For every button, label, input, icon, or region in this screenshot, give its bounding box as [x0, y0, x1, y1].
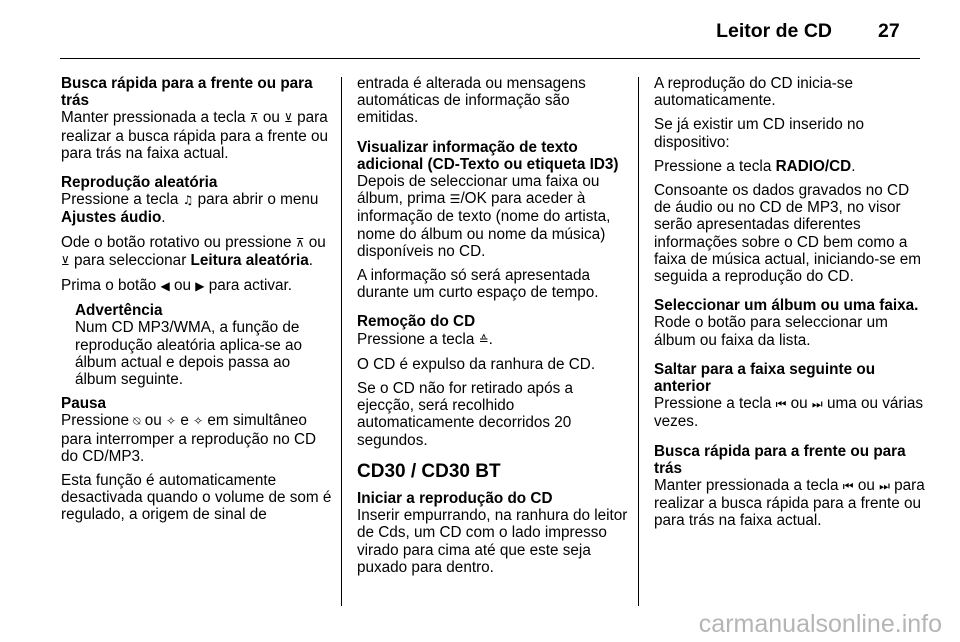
column-3	[654, 75, 926, 537]
shuffle-step-3: Prima o botão ◀ ou ▶ para activar.	[61, 277, 293, 295]
text-info-1: Depois de seleccionar uma faixa ou álbum, prima ☰/OK para aceder à informação de texto (nome do artista, nome do álbum ou nome da música) disponíveis no CD.	[357, 173, 611, 260]
pause-text: Pressione ⍉ ou ✧ e ✧ em simultâneo para interromper a reprodução no CD do CD/MP3.	[61, 412, 317, 465]
radio-cd-text: Pressione a tecla RADIO/CD.	[654, 157, 856, 175]
shuffle-step-1: Pressione a tecla ♫ para abrir o menu Ajustes áudio.	[61, 191, 319, 227]
header-divider	[60, 58, 920, 59]
skip-track-text: Pressione a tecla ⏮ ou ⏭ uma ou várias vezes.	[654, 395, 924, 431]
heading-fast-search-2: Busca rápida para a frente ou para trás	[654, 442, 906, 477]
previous-track-icon: ⏮	[775, 397, 787, 412]
removal-text-2: O CD é expulso da ranhura de CD.	[357, 355, 596, 373]
seek-down-icon: ⊻	[61, 253, 70, 268]
warning-title: Advertência	[75, 302, 163, 320]
autoplay-text: A reprodução do CD inicia-se automaticamente.	[654, 75, 853, 110]
next-track-icon: ⏭	[811, 397, 823, 412]
shuffle-step-2: Ode o botão rotativo ou pressione ⊼ ou ⊻ para seleccionar Leitura aleatória.	[61, 233, 326, 269]
heading-pause: Pausa	[61, 395, 107, 413]
seek-up-icon: ⊼	[249, 111, 259, 126]
text-info-2: A informação só será apresentada durante um curto espaço de tempo.	[357, 267, 599, 302]
pause-text-2: Esta função é automaticamente desactivada quando o volume de som é regulado, a origem de sinal de	[61, 472, 332, 524]
menu-icon: ☰	[449, 192, 461, 207]
heading-shuffle: Reprodução aleatória	[61, 174, 218, 192]
column-2	[357, 75, 629, 583]
start-playback-text: Inserir empurrando, na ranhura do leitor de Cds, um CD com o lado impresso virado para cima até que este seja puxado para dentro.	[357, 507, 628, 576]
page-section-title: Leitor de CD	[716, 20, 832, 42]
column-1	[61, 75, 333, 531]
watermark: carmanualsonline.info	[698, 610, 942, 638]
next-track-icon: ⏭	[879, 479, 890, 494]
mute-icon: ⍉	[133, 414, 141, 429]
section-heading-cd30: CD30 / CD30 BT	[357, 460, 501, 482]
arrow-right-icon: ▶	[195, 279, 205, 294]
heading-select-album: Seleccionar um álbum ou uma faixa.	[654, 297, 919, 315]
seek-down-icon: ⊻	[284, 111, 293, 126]
seek-up-icon: ⊼	[295, 235, 305, 250]
arrow-left-icon: ◀	[160, 279, 170, 294]
cd-inserted-text: Se já existir um CD inserido no dispositivo:	[654, 116, 864, 151]
fast-search-text-2: Manter pressionada a tecla ⏮ ou ⏭ para realizar a busca rápida para a frente ou para trás na faixa actual.	[654, 477, 925, 530]
display-info-text: Consoante os dados gravados no CD de áudio ou no CD de MP3, no visor serão apresentadas diferentes informações sobre o CD bem como a faixa de música actual, iniciando-se em seguida a reprodução do CD.	[654, 182, 921, 286]
column-divider-2	[638, 77, 639, 606]
heading-cd-removal: Remoção do CD	[357, 313, 476, 331]
removal-text-3: Se o CD não for retirado após a ejecção, será recolhido automaticamente decorridos 20 segundos.	[357, 380, 573, 449]
page-number: 27	[878, 20, 900, 42]
fast-search-text: Manter pressionada a tecla ⊼ ou ⊻ para realizar a busca rápida para a frente ou para trás na faixa actual.	[61, 109, 329, 162]
column-divider-1	[341, 77, 342, 606]
warning-note	[75, 302, 333, 388]
eject-icon: ≙	[478, 332, 489, 347]
volume-icon-2: ✧	[193, 414, 204, 429]
heading-start-playback: Iniciar a reprodução do CD	[357, 490, 553, 508]
previous-track-icon: ⏮	[842, 479, 854, 494]
heading-fast-search: Busca rápida para a frente ou para trás	[61, 75, 313, 110]
select-album-text: Rode o botão para seleccionar um álbum ou faixa da lista.	[654, 314, 888, 349]
continued-text: entrada é alterada ou mensagens automáticas de informação são emitidas.	[357, 75, 586, 127]
music-note-icon: ♫	[182, 193, 194, 208]
heading-text-info: Visualizar informação de texto adicional (CD-Texto ou etiqueta ID3)	[357, 138, 619, 173]
warning-text: Num CD MP3/WMA, a função de reprodução aleatória aplica-se ao álbum actual e depois passa ao álbum seguinte.	[75, 319, 303, 389]
removal-text-1: Pressione a tecla ≙.	[357, 330, 493, 348]
heading-skip-track: Saltar para a faixa seguinte ou anterior	[654, 360, 876, 396]
volume-icon: ✧	[166, 414, 177, 429]
